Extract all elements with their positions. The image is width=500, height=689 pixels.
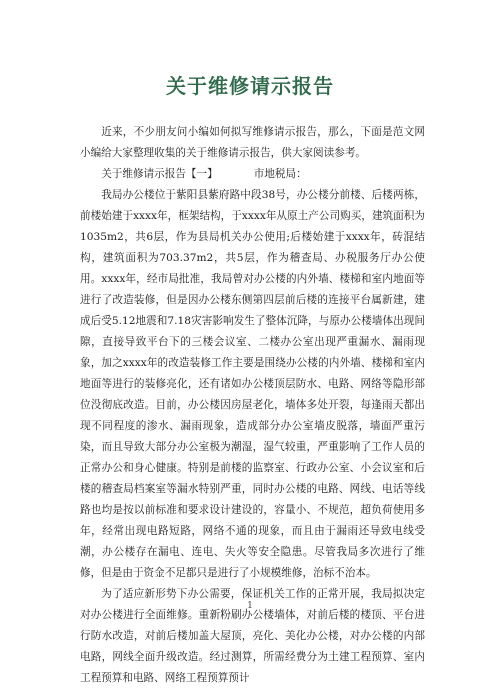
- page-number: 1: [247, 601, 253, 611]
- body-paragraph-2: 为了适应新形势下办公需要，保证机关工作的正常开展，我局拟决定对办公楼进行全面维修。重新粉刷办公楼墙体，对前后楼的楼顶、平台进行防水改造，对前后楼加盖大屋顶，亮化、美化办公楼，对办公楼的内部电路，网线全面升级改造。经过测算，所需经费分为土建工程预算、室内工程预算和电路、网络工程预算预计: [80, 588, 425, 684]
- section-heading-line: [80, 164, 425, 185]
- intro-paragraph: 近来，不少朋友问小编如何拟写维修请示报告，那么，下面是范文网小编给大家整理收集的关于维修请示报告，供大家阅读参考。: [80, 126, 425, 159]
- body-paragraph-1: 我局办公楼位于紫阳县紫府路中段38号，办公楼分前楼、后楼两栋，前楼始建于xxxx年，框架结构，于xxxx年从原土产公司购买，建筑面积为1035m2，共6层，作为县局机关办公使用;后楼始建于xxxx年，砖混结构，建筑面积为703.37m2，共5层，作为稽查局、办税服务厅办公使用。xxxx年，经市局批准，我局曾对办公楼的内外墙、楼梯和室内地面等进行了改造装修，但是因办公楼东侧第四层前后楼的连接平台属新建，建成后受5.12地震和7.18灾害影响发生了整体沉降，与原办公楼墙体出现间隙，直接导致平台下的三楼会议室、二楼办公室出现严重漏水、漏雨现象，加之xxxx年的改造装修工作主要是围绕办公楼的内外墙、楼梯和室内地面等进行的装修亮化，还有诸如办公楼顶层防水、电路、网络等隐形部位没彻底改造。目前，办公楼因房屋老化，墙体多处开裂，每逢雨天都出现不同程度的渗水、漏雨现象，造成部分办公室墙皮脱落，墙面严重污染，而且导致大部分办公室极为潮湿，湿气较重，严重影响了工作人员的正常办公和身心健康。特别是前楼的监察室、行政办公室、小会议室和后楼的稽查局档案室等漏水特别严重，同时办公楼的电路、网线、电话等线路也均是按以前标准和要求设计建设的，容量小、不规范，超负荷使用多年，经常出现电路短路，网络不通的现象，而且由于漏雨还导致电线受潮，办公楼存在漏电、连电、失火等安全隐患。尽管我局多次进行了维修，但是由于资金不足都只是进行了小规模维修，治标不治本。: [80, 189, 425, 579]
- recipient: 市地税局：: [253, 168, 307, 180]
- document-title: 关于维修请示报告: [166, 74, 334, 98]
- section-heading: 关于维修请示报告【一】: [101, 168, 218, 180]
